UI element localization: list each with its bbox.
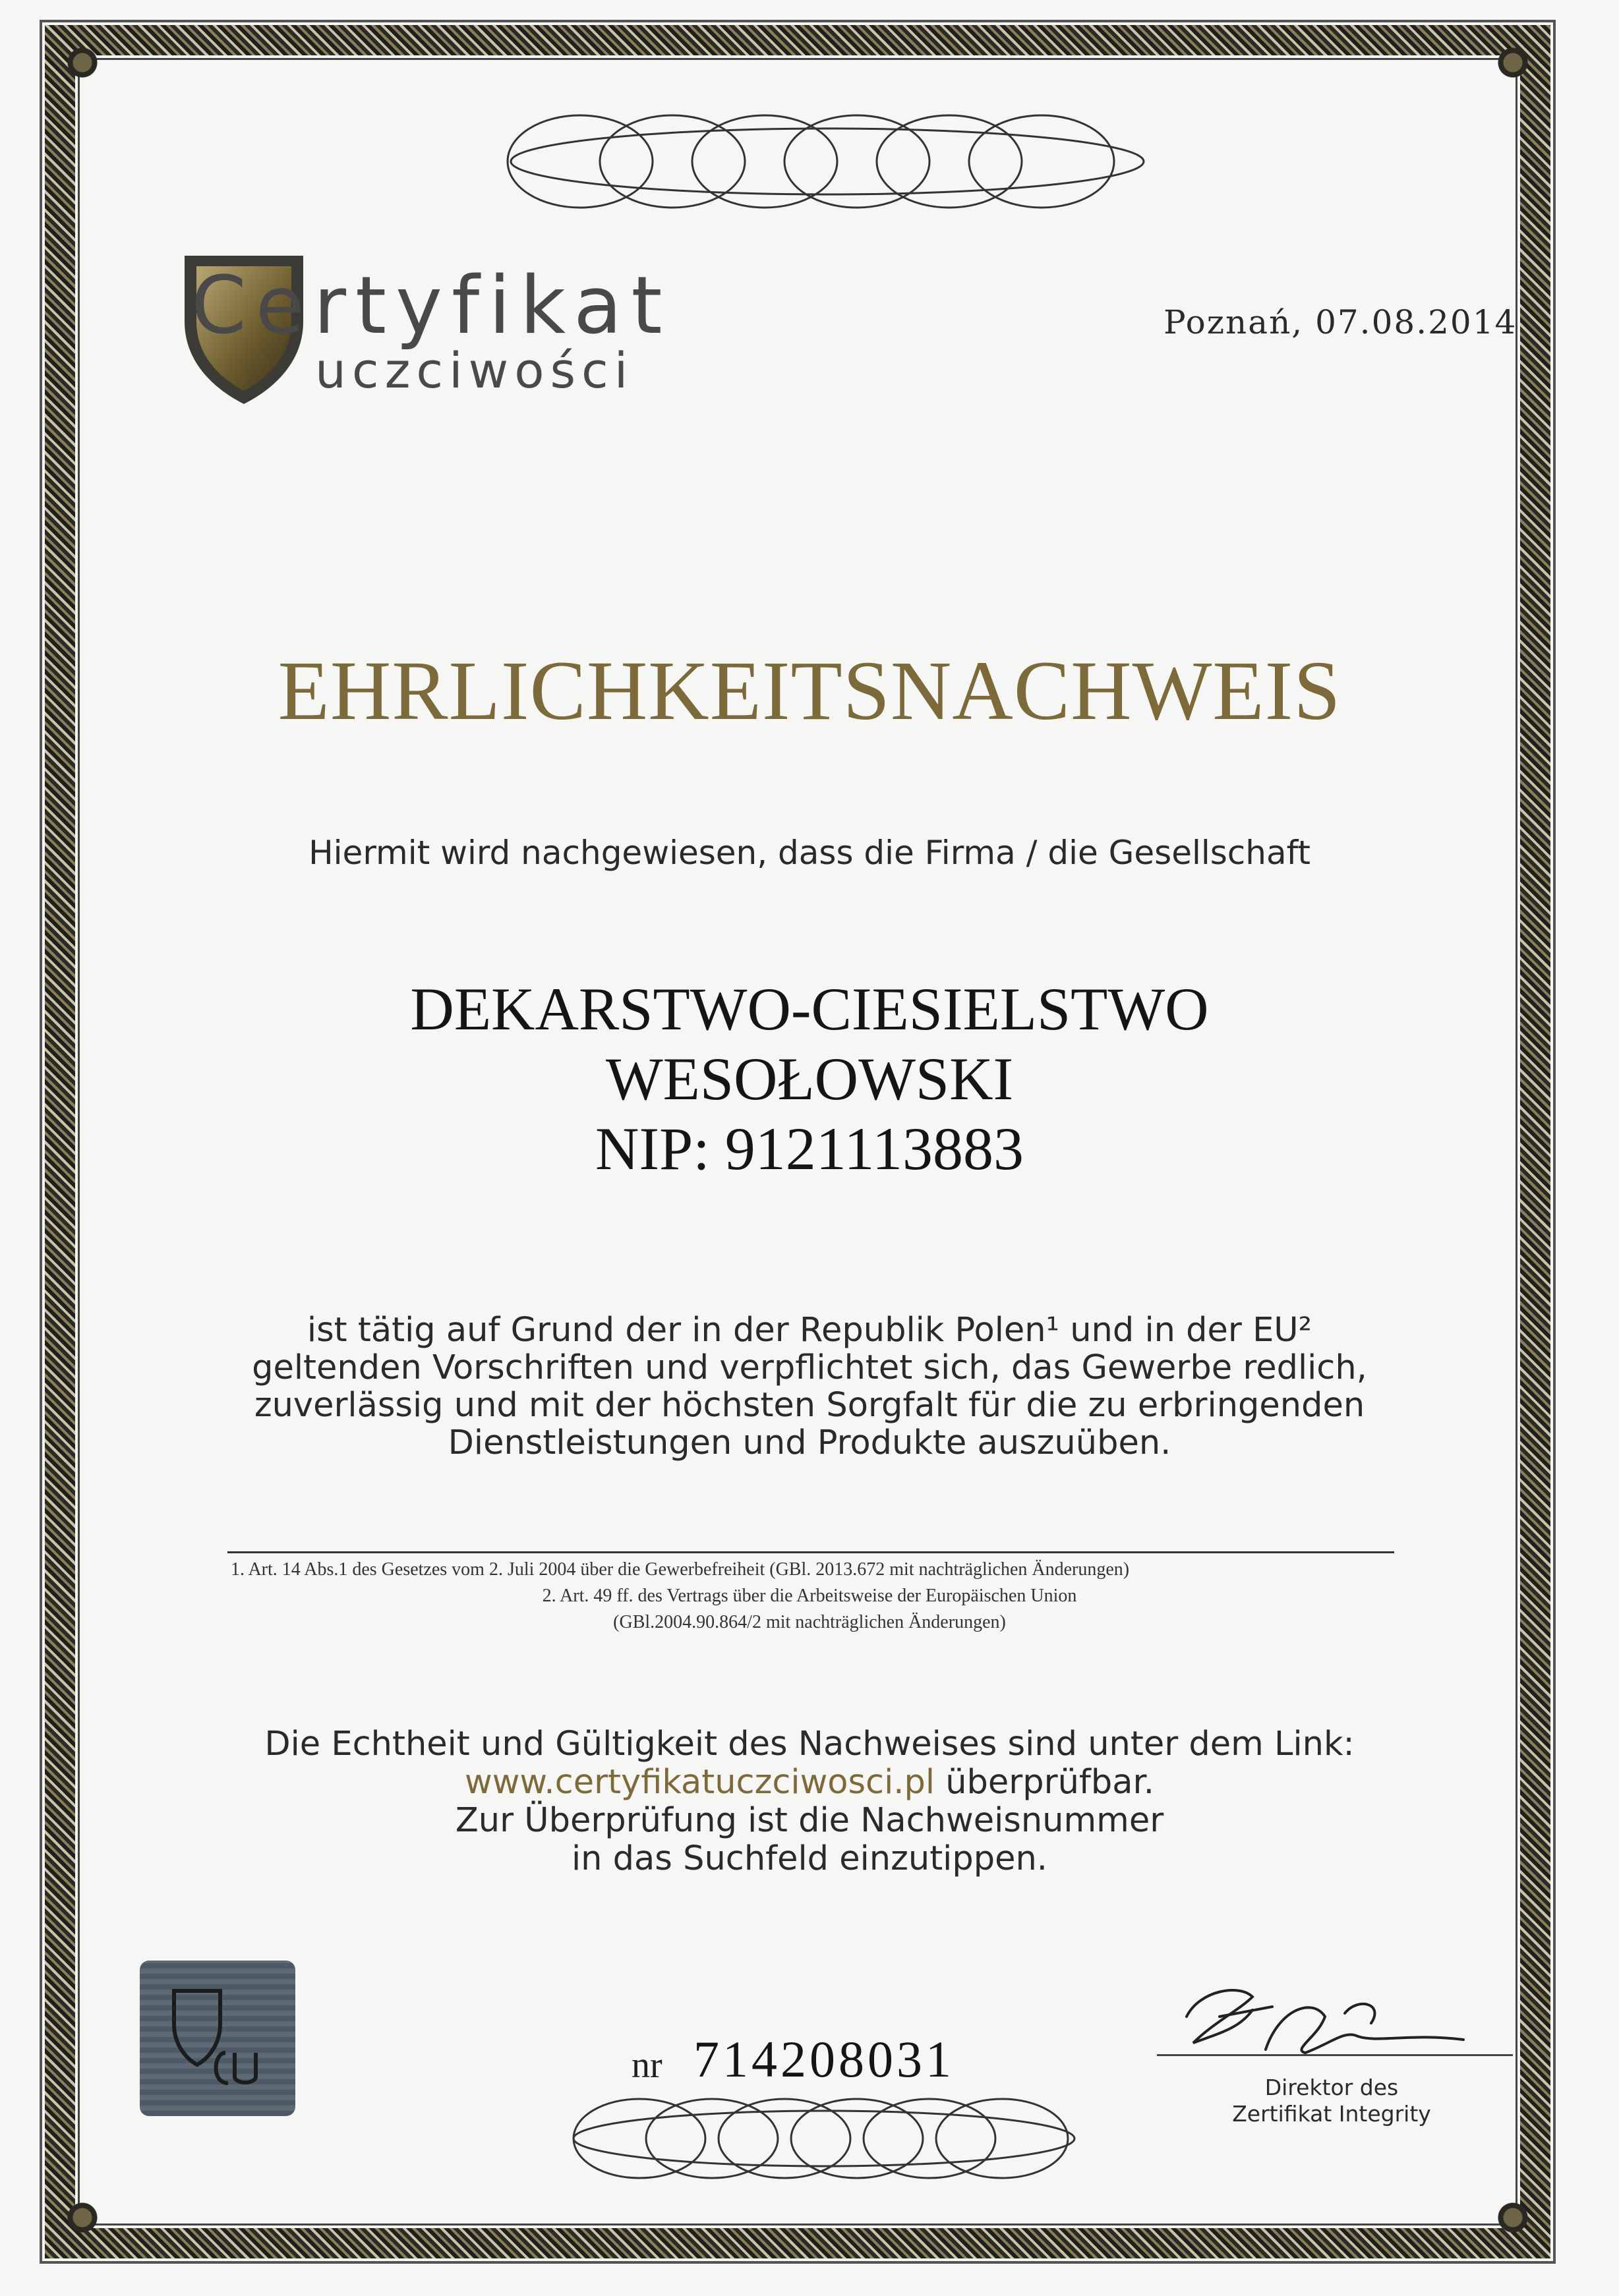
corner-ornament-bottom-right	[1490, 2195, 1536, 2241]
signature-line	[1157, 2054, 1513, 2056]
issue-date: Poznań, 07.08.2014	[1163, 303, 1517, 341]
certificate-number: 714208031	[693, 2030, 955, 2088]
hologram-seal	[140, 1961, 295, 2116]
company-name-line1: DEKARSTWO-CIESIELSTWO	[410, 975, 1209, 1043]
intro-text: Hiermit wird nachgewiesen, dass die Firma / die Gesellschaft	[309, 834, 1310, 872]
verification-line2	[0, 1764, 1619, 1802]
certificate-number-prefix: nr	[632, 2045, 662, 2086]
certificate-title: EHRLICHKEITSNACHWEIS	[278, 644, 1341, 737]
director-title-line2: Zertifikat Integrity	[1232, 2101, 1431, 2127]
logo-wordmark-line1: Certyfikat	[191, 260, 672, 352]
company-nip: NIP: 9121113883	[595, 1115, 1024, 1182]
footnote-1: 1. Art. 14 Abs.1 des Gesetzes vom 2. Juli 2004 über die Gewerbefreiheit (GBl. 2013.672 mit nachträglichen Änderungen)	[231, 1559, 1130, 1580]
body-text-line2: geltenden Vorschriften und verpflichtet sich, das Gewerbe redlich,	[252, 1348, 1367, 1387]
verification-line1: Die Echtheit und Gültigkeit des Nachweises sind unter dem Link:	[264, 1725, 1355, 1764]
corner-ornament-top-left	[59, 40, 105, 86]
corner-ornament-top-right	[1490, 40, 1536, 86]
corner-ornament-bottom-left	[59, 2195, 105, 2241]
body-text-line3: zuverlässig und mit der höchsten Sorgfalt für die zu erbringenden	[254, 1386, 1365, 1425]
verification-link[interactable]: www.certyfikatuczciwosci.pl	[464, 1763, 935, 1802]
top-guilloche-ornament	[501, 105, 1154, 217]
body-text-line4: Dienstleistungen und Produkte auszuüben.	[448, 1423, 1171, 1462]
verification-line3: Zur Überprüfung ist die Nachweisnummer	[455, 1801, 1164, 1840]
verification-line4: in das Suchfeld einzutippen.	[571, 1839, 1048, 1878]
verification-line2-suffix: überprüfbar.	[935, 1763, 1155, 1802]
logo-wordmark-line2: uczciwości	[315, 343, 634, 399]
footnote-3: (GBl.2004.90.864/2 mit nachträglichen Änderungen)	[613, 1612, 1006, 1632]
bottom-guilloche-ornament	[567, 2089, 1081, 2188]
body-text-line1: ist tätig auf Grund der in der Republik Polen¹ und in der EU²	[307, 1311, 1312, 1350]
footnote-2: 2. Art. 49 ff. des Vertrags über die Arbeitsweise der Europäischen Union	[542, 1586, 1077, 1606]
company-name-line2: WESOŁOWSKI	[605, 1045, 1014, 1112]
footnote-divider	[227, 1551, 1394, 1553]
director-title-line1: Direktor des	[1264, 2075, 1399, 2100]
hologram-shield-icon	[167, 1984, 266, 2090]
